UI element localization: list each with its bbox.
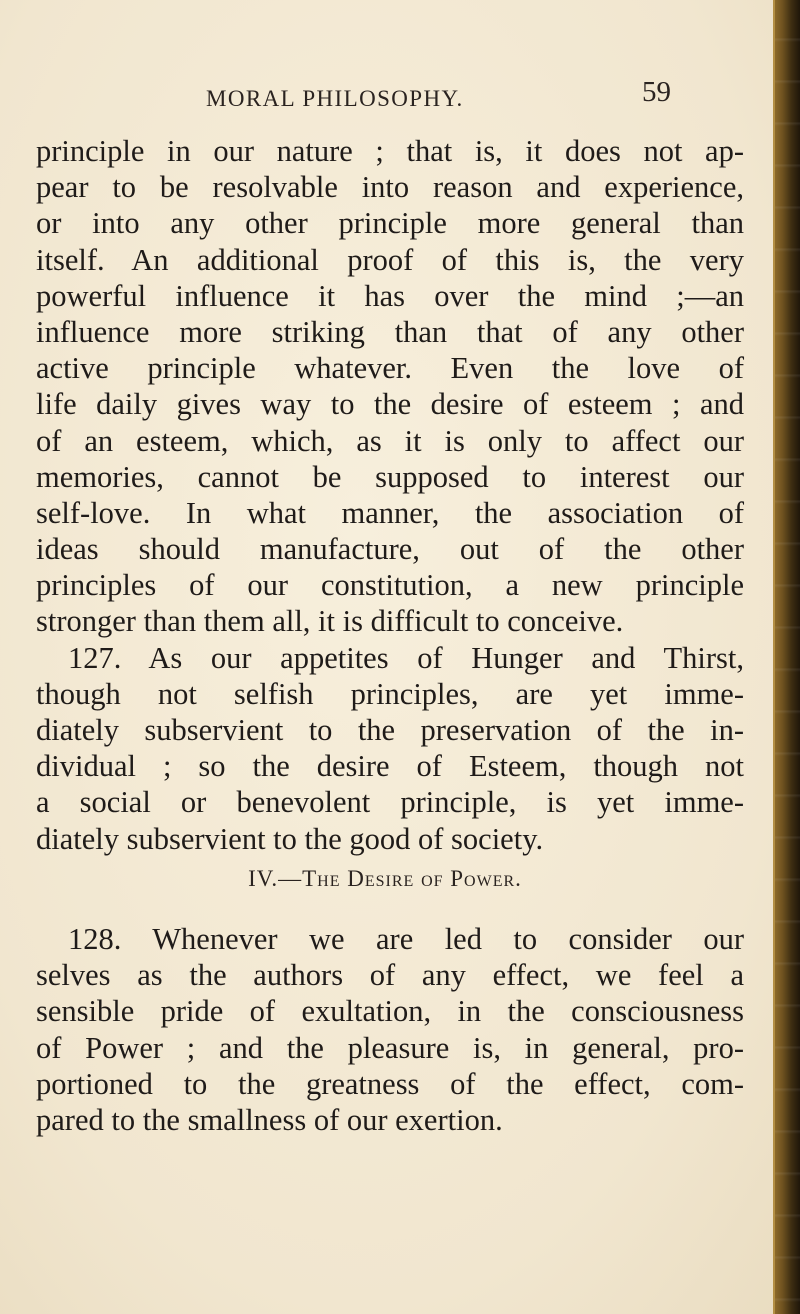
text-line: stronger than them all, it is difficult to conceive. — [36, 604, 624, 639]
text-line: or into any other principle more general than — [36, 206, 744, 241]
text-line: influence more striking than that of any other — [36, 314, 744, 349]
text-line: principle in our nature ; that is, it does not ap- — [36, 134, 744, 168]
text-line: principles of our constitution, a new principle — [36, 568, 744, 603]
text-line: portioned to the greatness of the effect, com- — [36, 1066, 744, 1101]
text-line: self-love. In what manner, the association of — [36, 495, 744, 530]
text-line: life daily gives way to the desire of esteem ; and — [36, 387, 744, 422]
text-line: of an esteem, which, as it is only to affect our — [36, 423, 744, 458]
text-line: itself. An additional proof of this is, the very — [36, 242, 744, 277]
text-line: memories, cannot be supposed to interest our — [36, 459, 744, 494]
text-line: selves as the authors of any effect, we feel a — [36, 958, 744, 993]
page-number: 59 — [642, 76, 671, 108]
text-line: active principle whatever. Even the love of — [36, 351, 744, 386]
text-line: pear to be resolvable into reason and experience, — [36, 170, 744, 205]
text-line: diately subservient to the good of society. — [36, 821, 544, 856]
text-line: diately subservient to the preservation of the in- — [36, 713, 744, 747]
section-heading — [0, 866, 770, 892]
text-line: pared to the smallness of our exertion. — [36, 1102, 503, 1137]
paragraph-127-first-line: 127. As our appetites of Hunger and Thirst, — [68, 640, 744, 675]
text-line: dividual ; so the desire of Esteem, though not — [36, 749, 744, 784]
paragraph-128-first-line: 128. Whenever we are led to consider our — [68, 922, 744, 956]
body-text-lower — [36, 921, 744, 1138]
text-line: sensible pride of exultation, in the consciousness — [36, 994, 744, 1029]
text-line: powerful influence it has over the mind ;—an — [36, 278, 744, 313]
book-spine-edge — [773, 0, 800, 1314]
text-line: though not selfish principles, are yet imme- — [36, 676, 744, 711]
body-text-upper — [36, 133, 744, 857]
section-heading-text: IV.—The Desire of Power. — [248, 866, 522, 891]
running-head — [0, 74, 770, 124]
text-line: a social or benevolent principle, is yet imme- — [36, 785, 744, 820]
running-title: MORAL PHILOSOPHY. — [206, 86, 464, 111]
text-line: of Power ; and the pleasure is, in general, pro- — [36, 1030, 744, 1065]
text-line: ideas should manufacture, out of the other — [36, 532, 744, 567]
